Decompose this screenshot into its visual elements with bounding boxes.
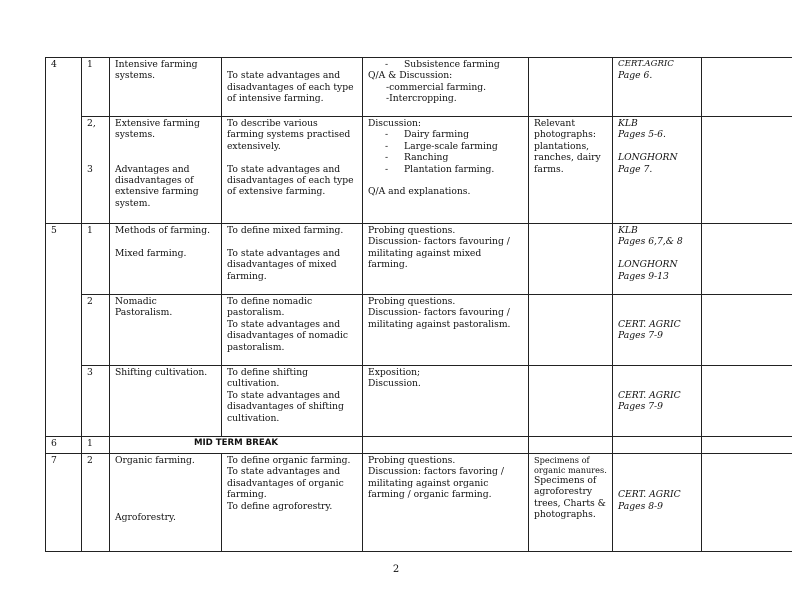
resources-cell <box>529 295 613 366</box>
lesson-cell: 1 <box>82 437 110 454</box>
week-cell: 6 <box>46 437 82 454</box>
table-row <box>46 58 792 117</box>
reference-cell: CERT. AGRIC Pages 7-9 <box>613 366 702 437</box>
objective-cell: To define shifting cultivation. To state advantages and disadvantages of shifting cultivation. <box>222 366 363 437</box>
remarks-cell <box>702 454 792 552</box>
table-row <box>46 454 792 552</box>
remarks-cell <box>702 117 792 224</box>
list-item: - Ranching <box>385 152 523 163</box>
resources-cell <box>529 366 613 437</box>
reference-cell: CERT. AGRIC Pages 7-9 <box>613 295 702 366</box>
remarks-cell <box>702 224 792 295</box>
topic-cell: Extensive farming systems. Advantages and disadvantages of extensive farming system. <box>110 117 222 224</box>
activities-cell: Discussion: - Dairy farming - Large-scale farming - Ranching - Plantation farming. Q/A and explanations. <box>363 117 529 224</box>
lesson-cell: 3 <box>82 366 110 437</box>
remarks-cell <box>702 366 792 437</box>
lesson-cell: 2 <box>82 454 110 552</box>
resources-cell <box>529 224 613 295</box>
remarks-cell <box>702 437 792 454</box>
objective-cell: To define nomadic pastoralism. To state advantages and disadvantages of nomadic pastoralism. <box>222 295 363 366</box>
activities-cell: - Subsistence farming Q/A & Discussion: -commercial farming. -Intercropping. <box>363 58 529 117</box>
reference-cell: KLB Pages 6,7,& 8 LONGHORN Pages 9-13 <box>613 224 702 295</box>
resources-cell <box>529 437 613 454</box>
week-cell: 4 <box>46 58 82 224</box>
activities-cell <box>363 437 529 454</box>
list-item: - Subsistence farming <box>385 59 523 70</box>
page-number: 2 <box>392 564 400 575</box>
reference-cell: KLB Pages 5-6. LONGHORN Page 7. <box>613 117 702 224</box>
lesson-cell: 2, 3 <box>82 117 110 224</box>
scheme-of-work-table <box>45 57 792 552</box>
lesson-cell: 1 <box>82 58 110 117</box>
lesson-cell: 1 <box>82 224 110 295</box>
mid-term-break-label: MID TERM BREAK <box>110 437 363 454</box>
objective-cell: To define organic farming. To state advantages and disadvantages of organic farming. To define agroforestry. <box>222 454 363 552</box>
resources-cell: Relevant photographs: plantations, ranches, dairy farms. <box>529 117 613 224</box>
resources-cell <box>529 58 613 117</box>
resources-cell: Specimens of organic manures. Specimens of agroforestry trees, Charts & photographs. <box>529 454 613 552</box>
objective-cell: To state advantages and disadvantages of each type of intensive farming. <box>222 58 363 117</box>
table-row <box>46 437 792 454</box>
topic-cell: Shifting cultivation. <box>110 366 222 437</box>
topic-cell: Nomadic Pastoralism. <box>110 295 222 366</box>
week-cell: 7 <box>46 454 82 552</box>
list-item: - Large-scale farming <box>385 141 523 152</box>
reference-cell: CERT.AGRIC Page 6. <box>613 58 702 117</box>
table-row <box>46 224 792 295</box>
table-row <box>46 295 792 366</box>
activities-cell: Probing questions. Discussion- factors favouring / militating against mixed farming. <box>363 224 529 295</box>
remarks-cell <box>702 58 792 117</box>
topic-cell: Methods of farming. Mixed farming. <box>110 224 222 295</box>
table-row <box>46 366 792 437</box>
activities-cell: Probing questions. Discussion: factors favoring / militating against organic farming / organic farming. <box>363 454 529 552</box>
topic-cell: Organic farming. Agroforestry. <box>110 454 222 552</box>
lesson-cell: 2 <box>82 295 110 366</box>
reference-cell <box>613 437 702 454</box>
list-item: - Dairy farming <box>385 129 523 140</box>
remarks-cell <box>702 295 792 366</box>
table-row <box>46 117 792 224</box>
reference-cell: CERT. AGRIC Pages 8-9 <box>613 454 702 552</box>
activities-cell: Probing questions. Discussion- factors favouring / militating against pastoralism. <box>363 295 529 366</box>
topic-cell: Intensive farming systems. <box>110 58 222 117</box>
objective-cell: To define mixed farming. To state advantages and disadvantages of mixed farming. <box>222 224 363 295</box>
list-item: - Plantation farming. <box>385 164 523 175</box>
activities-cell: Exposition; Discussion. <box>363 366 529 437</box>
week-cell: 5 <box>46 224 82 437</box>
objective-cell: To describe various farming systems practised extensively. To state advantages and disadvantages of each type of extensive farming. <box>222 117 363 224</box>
